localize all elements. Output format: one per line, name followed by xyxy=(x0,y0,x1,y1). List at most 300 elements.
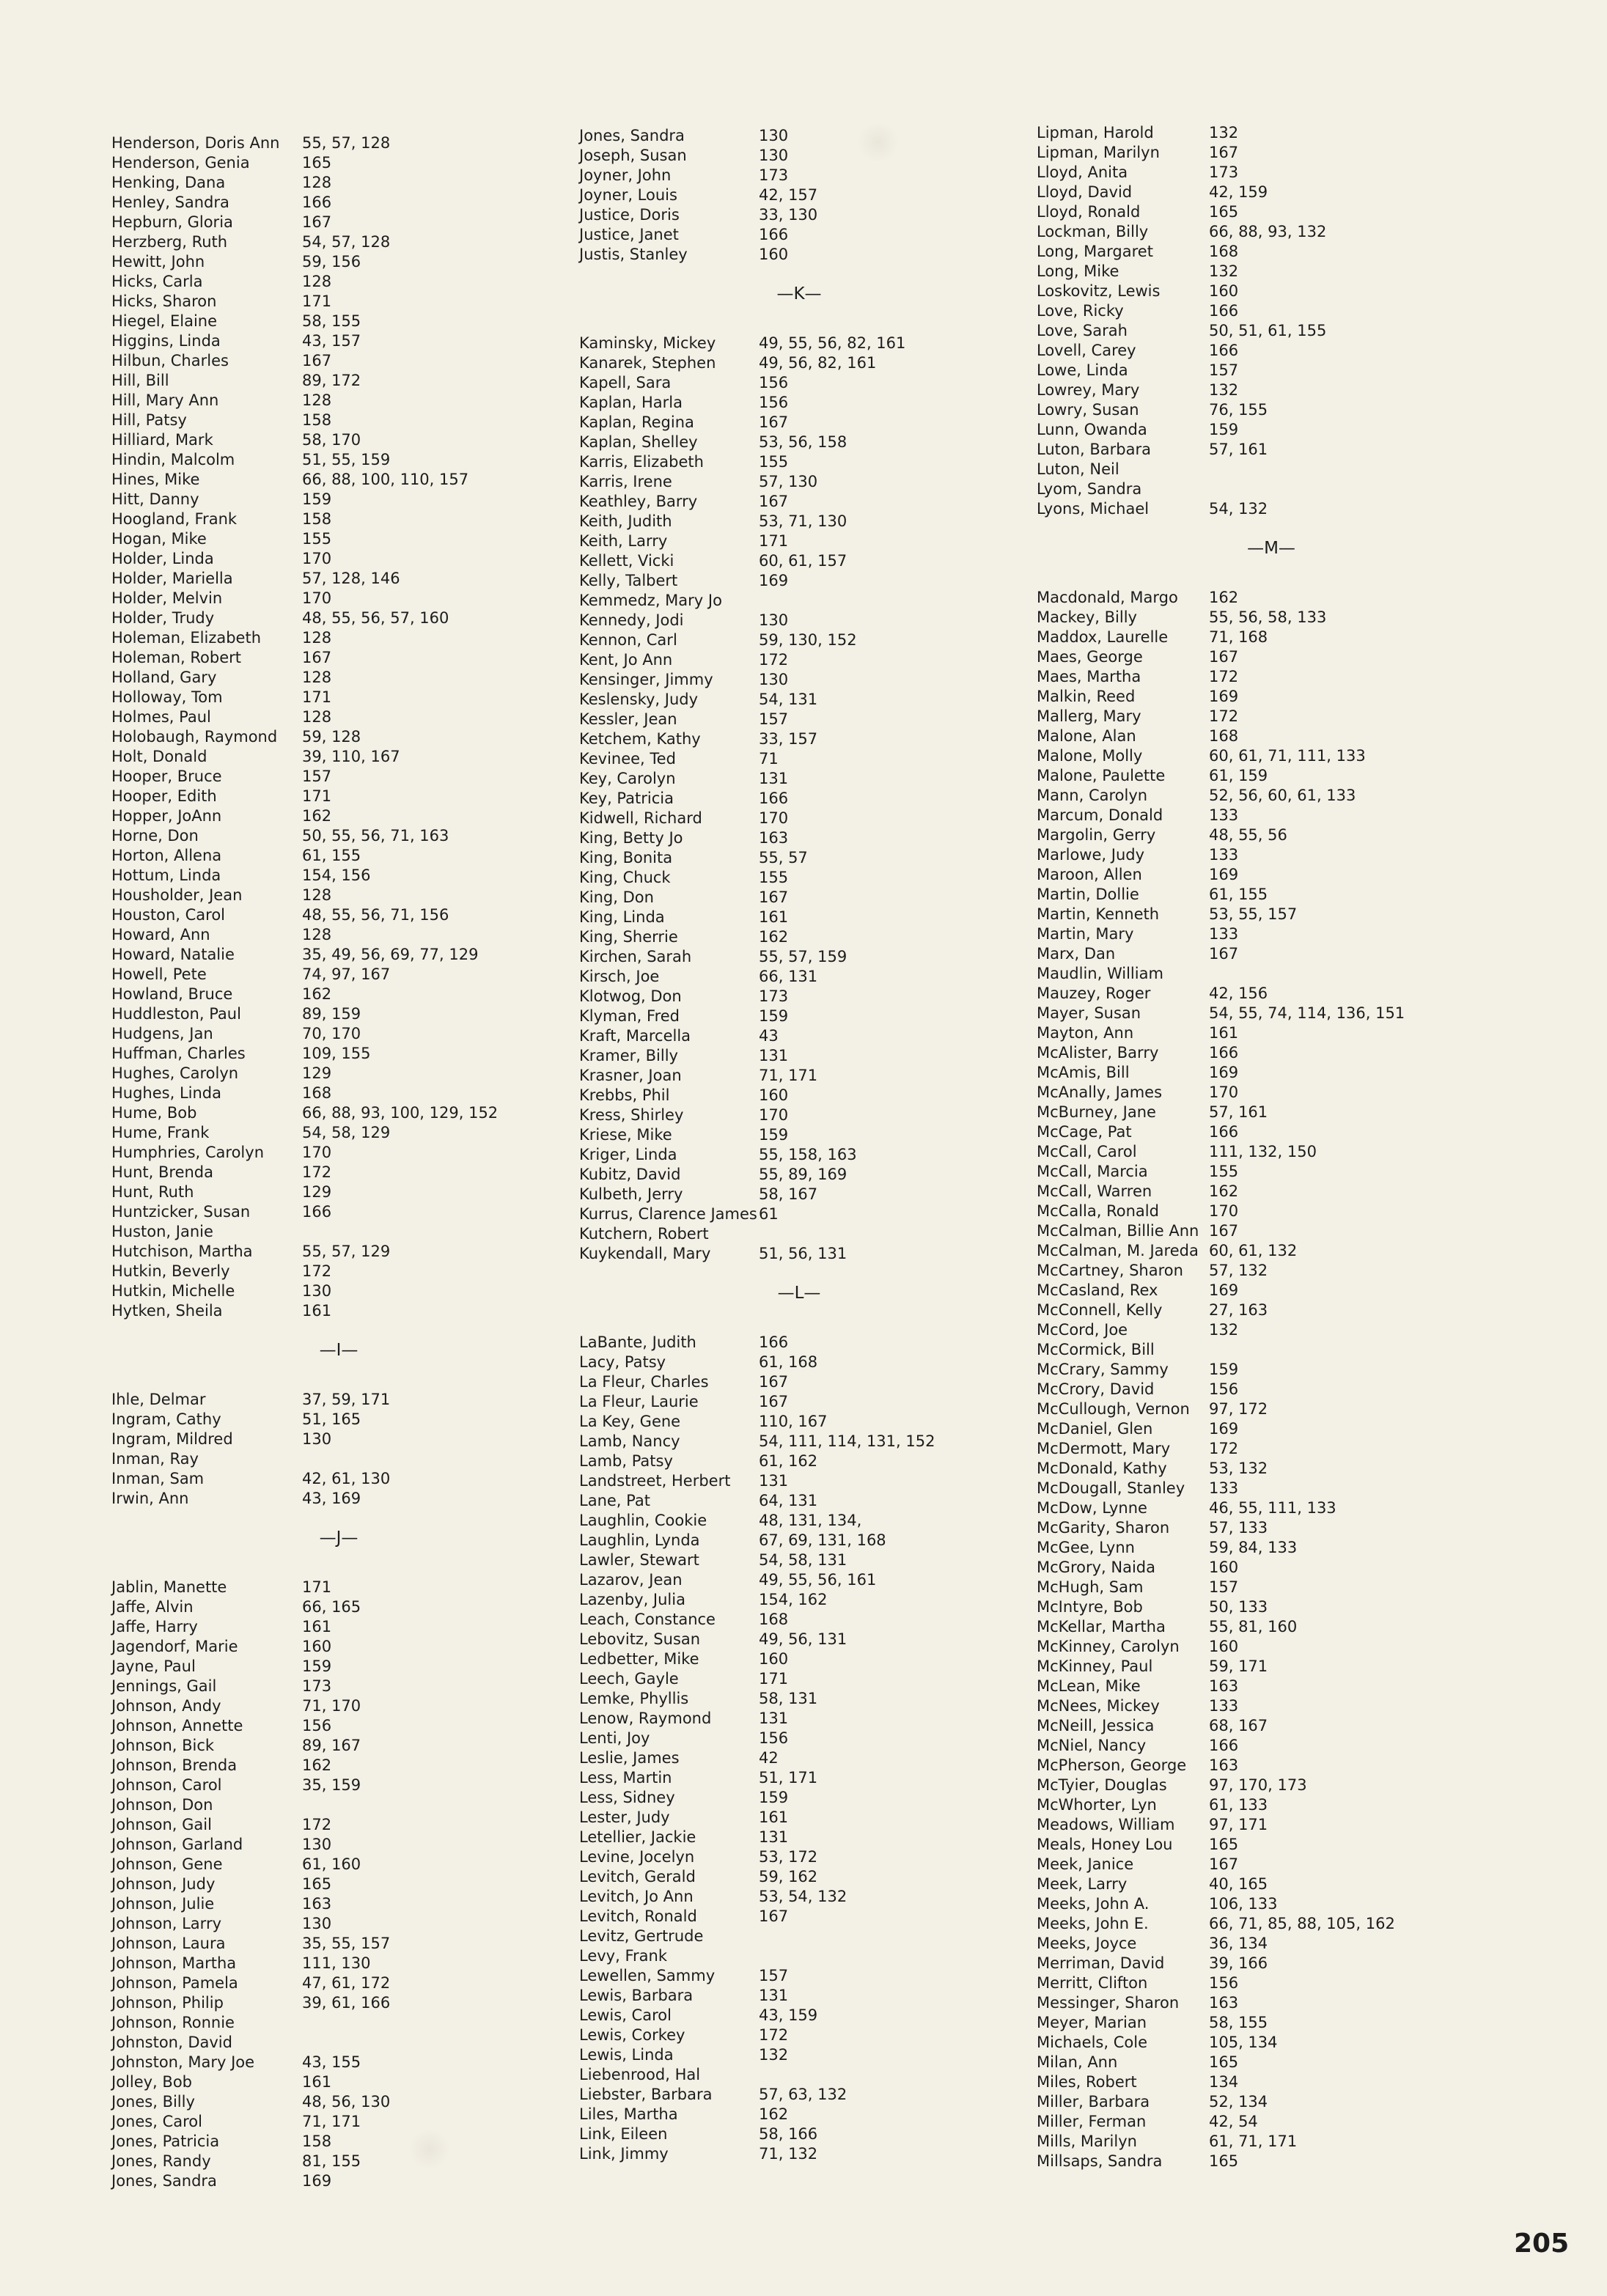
entry-pages: 168 xyxy=(1209,727,1239,745)
entry-name: Lemke, Phyllis xyxy=(579,1690,689,1707)
entry-name: Henderson, Doris Ann xyxy=(111,134,280,152)
entry-pages: 155 xyxy=(759,869,789,886)
index-entry xyxy=(1037,984,1506,1004)
entry-name: Holeman, Elizabeth xyxy=(111,629,262,647)
index-entry xyxy=(1037,1340,1506,1360)
index-entry xyxy=(111,1301,566,1321)
index-entry xyxy=(111,905,566,925)
entry-name: Lowry, Susan xyxy=(1037,401,1139,419)
index-entry xyxy=(111,2072,566,2092)
entry-pages: 55, 57, 159 xyxy=(759,948,847,965)
index-entry xyxy=(579,1105,1019,1125)
index-entry xyxy=(111,2132,566,2152)
entry-pages: 50, 51, 61, 155 xyxy=(1209,322,1327,339)
section-letter-heading: —M— xyxy=(1247,539,1295,558)
index-entry xyxy=(111,1776,566,1795)
entry-name: Huddleston, Paul xyxy=(111,1005,241,1023)
index-entry xyxy=(1037,2152,1506,2171)
entry-name: Hutchison, Martha xyxy=(111,1243,253,1260)
entry-name: McAnally, James xyxy=(1037,1083,1163,1101)
index-entry xyxy=(1037,1281,1506,1300)
entry-pages: 54, 58, 129 xyxy=(302,1124,391,1141)
entry-name: Maes, Martha xyxy=(1037,668,1141,685)
index-entry xyxy=(111,2171,566,2191)
index-entry xyxy=(1037,1538,1506,1558)
index-entry xyxy=(111,391,566,411)
entry-pages: 169 xyxy=(1209,1064,1239,1081)
index-entry xyxy=(1037,1736,1506,1756)
entry-name: Jones, Sandra xyxy=(111,2172,217,2190)
entry-pages: 42, 156 xyxy=(1209,985,1268,1002)
entry-name: Kevinee, Ted xyxy=(579,750,676,768)
index-entry xyxy=(111,1993,566,2013)
entry-name: Klyman, Fred xyxy=(579,1007,680,1025)
entry-pages: 132 xyxy=(1209,1321,1239,1339)
index-entry xyxy=(579,967,1019,987)
entry-name: King, Chuck xyxy=(579,869,671,886)
index-entry xyxy=(579,492,1019,512)
index-entry xyxy=(1037,924,1506,944)
entry-name: Hume, Frank xyxy=(111,1124,210,1141)
index-entry xyxy=(1037,687,1506,707)
index-entry xyxy=(111,1578,566,1597)
entry-pages: 161 xyxy=(759,908,789,926)
entry-pages: 89, 172 xyxy=(302,372,361,389)
entry-pages: 97, 172 xyxy=(1209,1400,1268,1418)
index-entry xyxy=(579,1372,1019,1392)
entry-name: Lewis, Linda xyxy=(579,2046,674,2064)
entry-name: Jaffe, Alvin xyxy=(111,1598,194,1616)
entry-pages: 132 xyxy=(759,2046,789,2064)
index-entry xyxy=(111,1143,566,1163)
entry-name: Mackey, Billy xyxy=(1037,608,1137,626)
index-entry xyxy=(111,1449,566,1469)
entry-pages: 40, 165 xyxy=(1209,1875,1268,1893)
entry-name: Levitch, Ronald xyxy=(579,1907,697,1925)
index-entry xyxy=(579,531,1019,551)
entry-name: Keathley, Barry xyxy=(579,493,698,510)
index-entry xyxy=(579,1887,1019,1907)
entry-name: Henley, Sandra xyxy=(111,194,229,211)
entry-name: Hill, Bill xyxy=(111,372,169,389)
entry-name: McTyier, Douglas xyxy=(1037,1776,1167,1794)
entry-pages: 173 xyxy=(302,1677,332,1695)
entry-pages: 171 xyxy=(759,1670,789,1688)
entry-name: Mayer, Susan xyxy=(1037,1004,1141,1022)
entry-name: Lowe, Linda xyxy=(1037,361,1128,379)
index-entry xyxy=(1037,2013,1506,2033)
index-entry xyxy=(111,1123,566,1143)
entry-name: Humphries, Carolyn xyxy=(111,1144,265,1161)
index-entry xyxy=(111,1973,566,1993)
index-entry xyxy=(1037,460,1506,479)
index-entry xyxy=(579,1412,1019,1432)
entry-pages: 159 xyxy=(302,1657,332,1675)
entry-name: McDonald, Kathy xyxy=(1037,1460,1167,1477)
index-entry xyxy=(1037,380,1506,400)
entry-pages: 163 xyxy=(1209,1677,1239,1695)
entry-pages: 165 xyxy=(1209,203,1239,221)
index-entry xyxy=(111,2013,566,2033)
entry-name: Mayton, Ann xyxy=(1037,1024,1134,1042)
index-entry xyxy=(579,1531,1019,1550)
entry-name: La Fleur, Charles xyxy=(579,1373,709,1391)
entry-name: Kraft, Marcella xyxy=(579,1027,691,1045)
entry-pages: 132 xyxy=(1209,262,1239,280)
entry-pages: 162 xyxy=(302,807,332,825)
index-entry xyxy=(579,2025,1019,2045)
entry-pages: 157 xyxy=(1209,361,1239,379)
entry-name: Liles, Martha xyxy=(579,2105,678,2123)
entry-name: King, Betty Jo xyxy=(579,829,683,847)
index-entry xyxy=(579,1788,1019,1808)
entry-name: Lowrey, Mary xyxy=(1037,381,1140,399)
index-entry xyxy=(1037,2132,1506,2152)
entry-name: Lyons, Michael xyxy=(1037,500,1150,518)
entry-name: Horton, Allena xyxy=(111,847,222,864)
entry-pages: 47, 61, 172 xyxy=(302,1974,391,1992)
entry-pages: 166 xyxy=(302,194,332,211)
index-entry xyxy=(111,1489,566,1509)
entry-pages: 58, 155 xyxy=(1209,2014,1268,2031)
index-entry xyxy=(1037,420,1506,440)
entry-pages: 35, 49, 56, 69, 77, 129 xyxy=(302,946,479,963)
index-entry xyxy=(579,1986,1019,2006)
entry-name: Joyner, Louis xyxy=(579,186,677,204)
entry-name: Lipman, Marilyn xyxy=(1037,144,1160,161)
entry-name: Levitch, Jo Ann xyxy=(579,1888,694,1905)
index-entry xyxy=(111,153,566,173)
entry-pages: 66, 131 xyxy=(759,968,818,985)
index-entry xyxy=(111,411,566,430)
entry-pages: 59, 162 xyxy=(759,1868,818,1885)
index-entry xyxy=(111,707,566,727)
entry-pages: 57, 130 xyxy=(759,473,818,490)
index-entry xyxy=(579,1007,1019,1026)
index-entry xyxy=(111,1262,566,1281)
entry-pages: 131 xyxy=(759,1472,789,1490)
index-entry xyxy=(111,965,566,985)
index-column-3 xyxy=(1037,123,1506,2171)
index-entry xyxy=(579,908,1019,927)
entry-pages: 42 xyxy=(759,1749,779,1767)
entry-name: Kessler, Jean xyxy=(579,710,677,728)
index-entry xyxy=(1037,1973,1506,1993)
entry-pages: 36, 134 xyxy=(1209,1935,1268,1952)
index-entry xyxy=(1037,1103,1506,1122)
index-entry xyxy=(111,1242,566,1262)
index-entry xyxy=(111,1004,566,1024)
entry-name: Laughlin, Lynda xyxy=(579,1531,700,1549)
index-entry xyxy=(1037,1815,1506,1835)
entry-pages: 173 xyxy=(759,987,789,1005)
entry-pages: 42, 61, 130 xyxy=(302,1470,391,1487)
entry-name: Johnson, Gail xyxy=(111,1816,212,1833)
entry-pages: 163 xyxy=(1209,1756,1239,1774)
entry-pages: 154, 156 xyxy=(302,866,371,884)
index-entry xyxy=(111,331,566,351)
entry-name: McNiel, Nancy xyxy=(1037,1737,1147,1754)
entry-name: Kirsch, Joe xyxy=(579,968,660,985)
index-entry xyxy=(579,1491,1019,1511)
index-entry xyxy=(1037,242,1506,262)
entry-pages: 133 xyxy=(1209,1697,1239,1715)
entry-name: Klotwog, Don xyxy=(579,987,682,1005)
index-entry xyxy=(579,472,1019,492)
index-entry xyxy=(1037,1083,1506,1103)
entry-pages: 128 xyxy=(302,273,332,290)
index-entry xyxy=(579,749,1019,769)
index-entry xyxy=(111,1677,566,1696)
entry-pages: 59, 84, 133 xyxy=(1209,1539,1298,1556)
entry-pages: 157 xyxy=(759,1967,789,1984)
entry-name: Meeks, Joyce xyxy=(1037,1935,1137,1952)
entry-name: Keith, Judith xyxy=(579,512,672,530)
index-entry xyxy=(1037,1558,1506,1578)
index-entry xyxy=(579,2144,1019,2164)
entry-name: Merriman, David xyxy=(1037,1954,1165,1972)
index-entry xyxy=(111,133,566,153)
entry-name: McGrory, Naida xyxy=(1037,1559,1155,1576)
index-entry xyxy=(111,1914,566,1934)
entry-name: Kapell, Sara xyxy=(579,374,672,391)
entry-pages: 76, 155 xyxy=(1209,401,1268,419)
index-entry xyxy=(579,888,1019,908)
entry-pages: 171 xyxy=(759,532,789,550)
entry-pages: 43, 157 xyxy=(302,332,361,350)
entry-pages: 33, 130 xyxy=(759,206,818,224)
entry-name: Hutkin, Michelle xyxy=(111,1282,235,1300)
entry-pages: 49, 56, 131 xyxy=(759,1630,847,1648)
entry-name: Inman, Ray xyxy=(111,1450,199,1468)
index-entry xyxy=(111,232,566,252)
entry-pages: 159 xyxy=(759,1007,789,1025)
index-entry xyxy=(579,1847,1019,1867)
index-entry xyxy=(1037,440,1506,460)
index-entry xyxy=(579,1630,1019,1649)
entry-pages: 167 xyxy=(759,1373,789,1391)
entry-pages: 168 xyxy=(302,1084,332,1102)
entry-pages: 159 xyxy=(1209,1361,1239,1378)
entry-pages: 39, 61, 166 xyxy=(302,1994,391,2012)
entry-pages: 163 xyxy=(759,829,789,847)
entry-name: Jennings, Gail xyxy=(111,1677,217,1695)
entry-name: Holder, Mariella xyxy=(111,570,233,587)
entry-pages: 166 xyxy=(1209,1737,1239,1754)
index-entry xyxy=(579,868,1019,888)
entry-name: Hines, Mike xyxy=(111,471,200,488)
entry-pages: 156 xyxy=(759,394,789,411)
entry-name: Jagendorf, Marie xyxy=(111,1638,238,1655)
index-entry xyxy=(1037,262,1506,282)
entry-name: McWhorter, Lyn xyxy=(1037,1796,1157,1814)
entry-pages: 167 xyxy=(302,213,332,231)
index-entry xyxy=(111,1855,566,1874)
entry-pages: 155 xyxy=(302,530,332,548)
entry-name: Krasner, Joan xyxy=(579,1067,682,1084)
entry-name: Lane, Pat xyxy=(579,1492,650,1509)
index-entry xyxy=(1037,746,1506,766)
index-entry xyxy=(111,1469,566,1489)
entry-name: Inman, Sam xyxy=(111,1470,205,1487)
entry-name: Lamb, Nancy xyxy=(579,1432,680,1450)
entry-pages: 161 xyxy=(302,1302,332,1320)
entry-name: Kidwell, Richard xyxy=(579,809,702,827)
index-entry xyxy=(111,2152,566,2171)
index-entry xyxy=(111,1637,566,1657)
entry-pages: 130 xyxy=(759,611,789,629)
entry-name: Hitt, Danny xyxy=(111,490,199,508)
index-entry xyxy=(111,430,566,450)
entry-name: Hughes, Carolyn xyxy=(111,1064,239,1082)
entry-pages: 51, 56, 131 xyxy=(759,1245,847,1262)
entry-pages: 133 xyxy=(1209,806,1239,824)
index-entry xyxy=(1037,1241,1506,1261)
entry-name: McKellar, Martha xyxy=(1037,1618,1166,1635)
entry-pages: 128 xyxy=(302,708,332,726)
entry-pages: 130 xyxy=(302,1915,332,1932)
index-entry xyxy=(579,710,1019,729)
entry-name: Kramer, Billy xyxy=(579,1047,678,1064)
entry-pages: 35, 55, 157 xyxy=(302,1935,391,1952)
entry-name: Kaplan, Regina xyxy=(579,413,694,431)
index-entry xyxy=(579,2105,1019,2124)
entry-name: Karris, Irene xyxy=(579,473,672,490)
index-entry xyxy=(1037,1261,1506,1281)
index-entry xyxy=(579,828,1019,848)
entry-name: Johnson, Andy xyxy=(111,1697,221,1715)
entry-pages: 53, 55, 157 xyxy=(1209,905,1298,923)
entry-pages: 172 xyxy=(1209,707,1239,725)
entry-pages: 59, 130, 152 xyxy=(759,631,857,649)
index-entry xyxy=(579,987,1019,1007)
entry-pages: 60, 61, 132 xyxy=(1209,1242,1298,1259)
entry-name: Irwin, Ann xyxy=(111,1490,189,1507)
index-entry xyxy=(1037,707,1506,726)
entry-name: Meek, Larry xyxy=(1037,1875,1128,1893)
entry-pages: 57, 132 xyxy=(1209,1262,1268,1279)
entry-pages: 109, 155 xyxy=(302,1045,371,1062)
entry-name: Lawler, Stewart xyxy=(579,1551,699,1569)
entry-name: Maes, George xyxy=(1037,648,1143,666)
index-entry xyxy=(1037,321,1506,341)
entry-name: McKinney, Carolyn xyxy=(1037,1638,1180,1655)
entry-name: Kanarek, Stephen xyxy=(579,354,716,372)
entry-name: McCord, Joe xyxy=(1037,1321,1128,1339)
entry-name: Link, Jimmy xyxy=(579,2145,669,2163)
entry-name: Marcum, Donald xyxy=(1037,806,1163,824)
entry-name: Howard, Natalie xyxy=(111,946,235,963)
index-entry xyxy=(1037,905,1506,924)
entry-pages: 48, 56, 130 xyxy=(302,2093,391,2111)
index-entry xyxy=(111,688,566,707)
entry-name: LaBante, Judith xyxy=(579,1333,696,1351)
entry-name: McCormick, Bill xyxy=(1037,1341,1155,1358)
index-entry xyxy=(579,729,1019,749)
entry-pages: 46, 55, 111, 133 xyxy=(1209,1499,1336,1517)
entry-name: Hottum, Linda xyxy=(111,866,221,884)
entry-pages: 54, 131 xyxy=(759,691,818,708)
index-entry xyxy=(1037,222,1506,242)
entry-pages: 97, 171 xyxy=(1209,1816,1268,1833)
entry-pages: 53, 56, 158 xyxy=(759,433,847,451)
entry-name: Hume, Bob xyxy=(111,1104,197,1122)
entry-name: Johnson, Julie xyxy=(111,1895,215,1913)
index-entry xyxy=(111,252,566,272)
entry-pages: 48, 55, 56 xyxy=(1209,826,1287,844)
entry-pages: 161 xyxy=(302,2073,332,2091)
entry-name: Lloyd, Ronald xyxy=(1037,203,1141,221)
entry-name: McKinney, Paul xyxy=(1037,1657,1153,1675)
index-entry xyxy=(1037,1835,1506,1855)
entry-pages: 169 xyxy=(302,2172,332,2190)
entry-pages: 58, 166 xyxy=(759,2125,818,2143)
entry-name: Hiegel, Elaine xyxy=(111,312,218,330)
entry-name: Hughes, Linda xyxy=(111,1084,221,1102)
entry-name: Landstreet, Herbert xyxy=(579,1472,731,1490)
index-entry xyxy=(111,1163,566,1182)
entry-name: Kriese, Mike xyxy=(579,1126,672,1144)
entry-name: Milan, Ann xyxy=(1037,2053,1118,2071)
entry-pages: 61, 155 xyxy=(302,847,361,864)
index-entry xyxy=(111,1064,566,1083)
index-entry xyxy=(579,146,1019,166)
index-entry xyxy=(111,1410,566,1430)
entry-pages: 71, 171 xyxy=(302,2113,361,2130)
entry-name: Hogan, Mike xyxy=(111,530,207,548)
entry-pages: 162 xyxy=(759,2105,789,2123)
entry-pages: 128 xyxy=(302,629,332,647)
index-entry xyxy=(111,549,566,569)
entry-pages: 165 xyxy=(1209,2152,1239,2170)
entry-pages: 132 xyxy=(1209,381,1239,399)
entry-pages: 160 xyxy=(302,1638,332,1655)
entry-name: La Key, Gene xyxy=(579,1413,681,1430)
index-entry xyxy=(579,1748,1019,1768)
entry-pages: 27, 163 xyxy=(1209,1301,1268,1319)
entry-name: Merritt, Clifton xyxy=(1037,1974,1148,1992)
entry-pages: 158 xyxy=(302,510,332,528)
entry-pages: 163 xyxy=(302,1895,332,1913)
entry-name: Huston, Janie xyxy=(111,1223,213,1240)
index-entry xyxy=(579,809,1019,828)
index-entry xyxy=(1037,1795,1506,1815)
entry-pages: 128 xyxy=(302,886,332,904)
entry-pages: 158 xyxy=(302,411,332,429)
index-entry xyxy=(579,630,1019,650)
index-entry xyxy=(1037,1993,1506,2013)
entry-name: Johnston, Mary Joe xyxy=(111,2053,255,2071)
entry-name: Kaminsky, Mickey xyxy=(579,334,716,352)
entry-pages: 61, 162 xyxy=(759,1452,818,1470)
entry-pages: 42, 159 xyxy=(1209,183,1268,201)
index-entry xyxy=(579,393,1019,413)
entry-name: Kriger, Linda xyxy=(579,1146,677,1163)
entry-name: Herzberg, Ruth xyxy=(111,233,228,251)
entry-name: Ihle, Delmar xyxy=(111,1391,206,1408)
entry-name: Holland, Gary xyxy=(111,669,217,686)
entry-name: Less, Martin xyxy=(579,1769,672,1787)
entry-pages: 43, 159 xyxy=(759,2006,818,2024)
entry-name: Lacy, Patsy xyxy=(579,1353,666,1371)
index-entry xyxy=(111,1756,566,1776)
entry-name: McCall, Marcia xyxy=(1037,1163,1148,1180)
entry-pages: 57, 133 xyxy=(1209,1519,1268,1537)
entry-pages: 66, 71, 85, 88, 105, 162 xyxy=(1209,1915,1395,1932)
entry-name: Lewellen, Sammy xyxy=(579,1967,716,1984)
index-entry xyxy=(1037,1677,1506,1696)
index-entry xyxy=(579,1946,1019,1966)
